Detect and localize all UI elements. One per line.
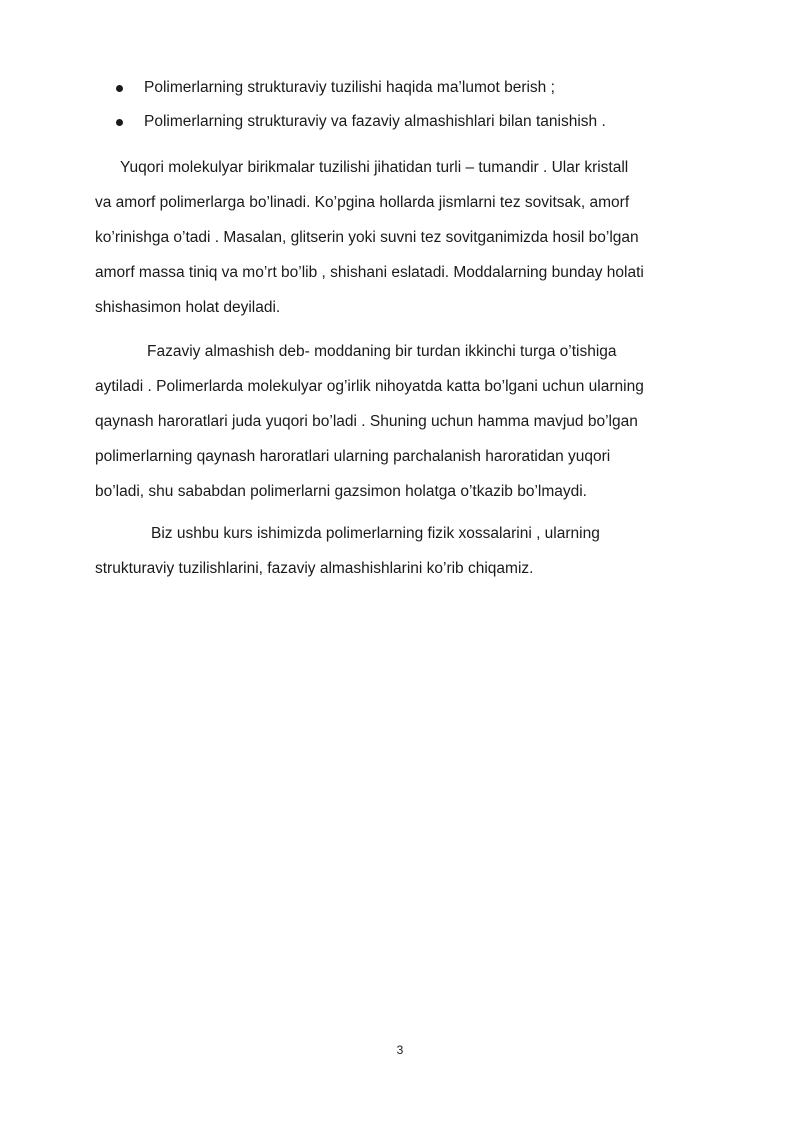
- bullet-item: [0, 112, 800, 146]
- paragraph-line: ko’rinishga o’tadi . Masalan, glitserin yoki suvni tez sovitganimizda hosil bo’lgan: [95, 229, 639, 246]
- paragraph-line: shishasimon holat deyiladi.: [95, 299, 281, 316]
- bullet-icon: [116, 119, 123, 126]
- bullet-text: Polimerlarning strukturaviy va fazaviy almashishlari bilan tanishish .: [144, 113, 606, 130]
- paragraph-line: va amorf polimerlarga bo’linadi. Ko’pgina hollarda jismlarni tez sovitsak, amorf: [95, 194, 630, 211]
- paragraph-line: strukturaviy tuzilishlarini, fazaviy almashishlarini ko’rib chiqamiz.: [95, 560, 534, 577]
- paragraph-line: aytiladi . Polimerlarda molekulyar og’irlik nihoyatda katta bo’lgani uchun ularning: [95, 378, 644, 395]
- paragraph-line: amorf massa tiniq va mo’rt bo’lib , shishani eslatadi. Moddalarning bunday holati: [95, 264, 644, 281]
- paragraph-line: qaynash haroratlari juda yuqori bo’ladi . Shuning uchun hamma mavjud bo’lgan: [95, 413, 638, 430]
- paragraph-line: polimerlarning qaynash haroratlari ularning parchalanish haroratidan yuqori: [95, 448, 611, 465]
- bullet-item: [0, 78, 800, 112]
- paragraph-line: Biz ushbu kurs ishimizda polimerlarning fizik xossalarini , ularning: [151, 525, 600, 542]
- paragraph-phase-transition: [95, 342, 755, 517]
- paragraph-course-aim: [95, 524, 755, 594]
- bullet-icon: [116, 85, 123, 92]
- paragraph-line: bo’ladi, shu sababdan polimerlarni gazsimon holatga o’tkazib bo’lmaydi.: [95, 483, 587, 500]
- paragraph-line: Fazaviy almashish deb- moddaning bir turdan ikkinchi turga o’tishiga: [147, 343, 617, 360]
- bullet-list: [0, 78, 800, 146]
- page-number: 3: [396, 1043, 404, 1057]
- bullet-text: Polimerlarning strukturaviy tuzilishi haqida ma’lumot berish ;: [144, 79, 555, 96]
- paragraph-intro: [95, 158, 755, 333]
- paragraph-line: Yuqori molekulyar birikmalar tuzilishi jihatidan turli – tumandir . Ular kristall: [120, 159, 629, 176]
